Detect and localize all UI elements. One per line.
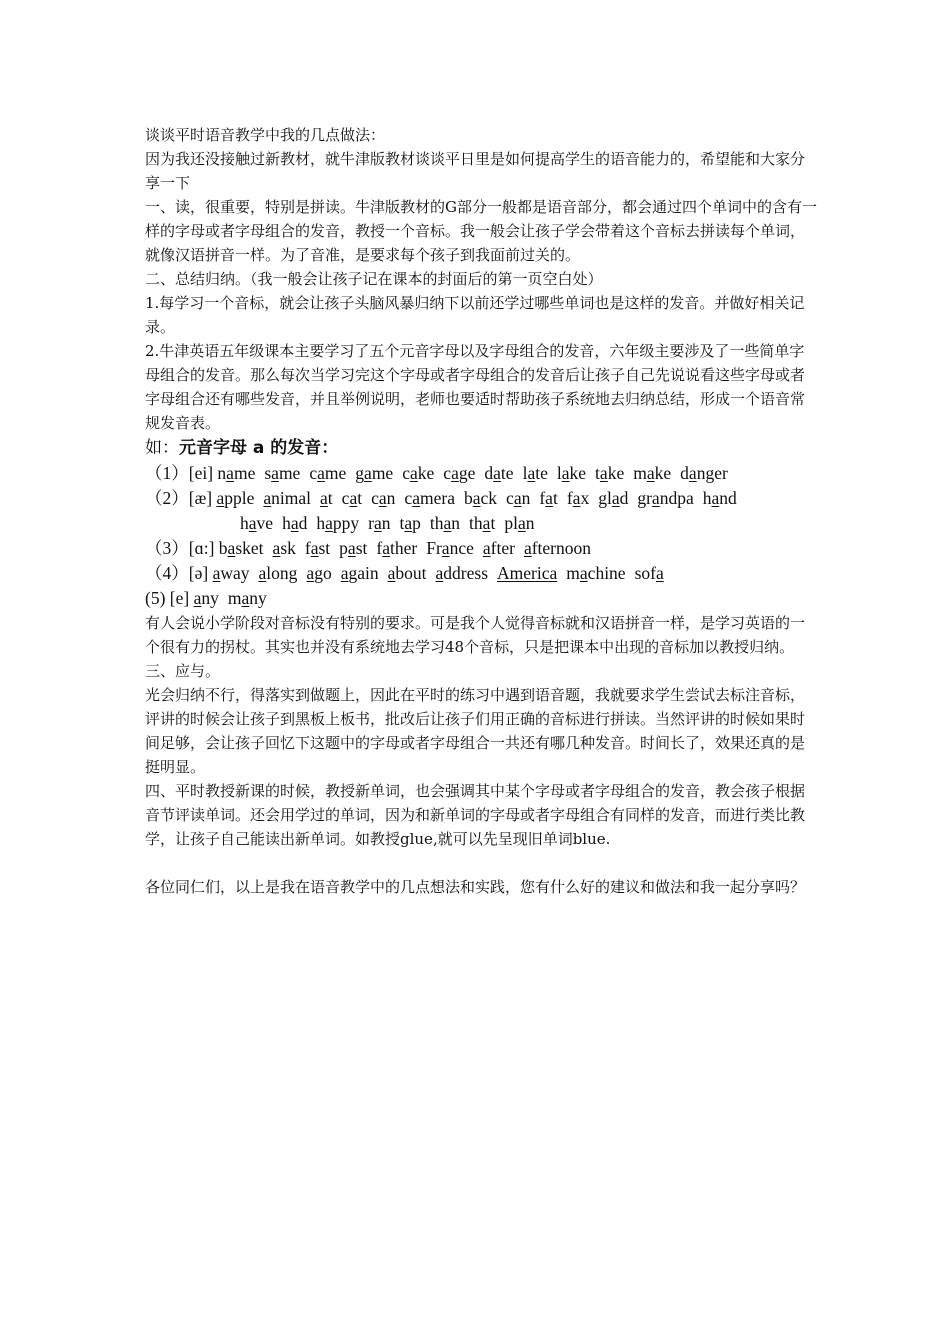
underlined-letter: a <box>493 463 501 483</box>
underlined-letter: a <box>310 538 319 558</box>
example-word: cage <box>443 463 476 483</box>
underlined-letter: a <box>451 463 459 483</box>
underlined-letter: a <box>271 463 279 483</box>
underlined-letter: a <box>441 538 450 558</box>
underlined-letter: a <box>611 488 620 508</box>
underlined-letter: a <box>472 488 481 508</box>
section-2-item-1: 1.每学习一个音标，就会让孩子头脑风暴归纳下以前还学过哪些单词也是这样的发音。并做好相关记录。 <box>145 294 805 336</box>
example-word: after <box>482 538 515 558</box>
section-3-heading: 三、应与。 <box>145 662 221 680</box>
example-word: cat <box>341 488 363 508</box>
underlined-letter: a <box>517 513 526 533</box>
vowel-row <box>145 561 817 586</box>
example-word: along <box>258 563 298 583</box>
example-word: address <box>435 563 489 583</box>
document-body <box>145 123 817 899</box>
example-word: same <box>264 463 301 483</box>
example-word: again <box>340 563 379 583</box>
example-word <box>497 561 557 586</box>
example-word: basket <box>218 538 264 558</box>
intro-paragraph: 因为我还没接触过新教材，就牛津版教材谈谈平日里是如何提高学生的语音能力的，希望能和大家分享一下 <box>145 150 806 192</box>
underlined-letter: a <box>193 588 202 608</box>
underlined-letter: a <box>404 513 413 533</box>
underlined-letter: a <box>435 563 444 583</box>
vowel-row-label: （3）[ɑ:] <box>145 538 219 558</box>
underlined-letter: a <box>263 488 272 508</box>
example-word: make <box>633 463 672 483</box>
underlined-letter: a <box>382 538 390 558</box>
example-word: game <box>355 463 394 483</box>
vowel-row-label: （2）[æ] <box>145 488 217 508</box>
vowel-row-label: （4）[ə] <box>145 563 213 583</box>
example-word: animal <box>263 488 312 508</box>
underlined-letter: a <box>711 488 720 508</box>
underlined-letter: a <box>227 538 236 558</box>
underlined-letter: a <box>527 463 536 483</box>
section-4-paragraph: 四、平时教授新课的时候，教授新单词，也会强调其中某个字母或者字母组合的发音，教会孩子根据音节评读单词。还会用学过的单词，因为和新单词的字母或者字母组合有同样的发音，而进行类比教学，让孩子自己能读出新单词。如教授glue,就可以先呈现旧单词blue. <box>145 782 806 848</box>
underlined-letter: a <box>443 513 452 533</box>
underlined-letter: a <box>306 563 315 583</box>
example-word: late <box>522 463 548 483</box>
paragraph-after-examples: 有人会说小学阶段对音标没有特别的要求。可是我个人觉得音标就和汉语拼音一样，是学习英语的一个很有力的拐杖。其实也并没有系统地去学习48个音标，只是把课本中出现的音标加以教授归纳。 <box>145 614 806 656</box>
example-word: France <box>426 538 474 558</box>
example-word: danger <box>680 463 728 483</box>
section-2-item-2: 2.牛津英语五年级课本主要学习了五个元音字母以及字母组合的发音，六年级主要涉及了一些简单字母组合的发音。那么每次当学习完这个字母或者字母组合的发音后让孩子自己先说说看这些字母或者字母组合还有哪些发音，并且举例说明，老师也要适时帮助孩子系统地去归纳总结，形成一个语音常规发音表。 <box>145 342 806 432</box>
underlined-letter: a <box>523 538 532 558</box>
example-word: date <box>484 463 514 483</box>
example-word: grandpa <box>637 488 694 508</box>
underlined-letter: a <box>216 488 225 508</box>
underlined-letter: a <box>347 538 356 558</box>
example-word: back <box>463 488 498 508</box>
example-word: apple <box>216 488 255 508</box>
underlined-letter: a <box>655 563 664 583</box>
example-word: fat <box>539 488 558 508</box>
example-word: fax <box>566 488 590 508</box>
section-3-body: 光会归纳不行，得落实到做题上，因此在平时的练习中遇到语音题，我就要求学生尝试去标注音标，评讲的时候会让孩子到黑板上板书，批改后让孩子们用正确的音标进行拼读。当然评讲的时候如果时间足够，会让孩子回忆下这题中的字母或者字母组合一共还有哪几种发音。时间长了，效果还真的是挺明显。 <box>145 686 806 776</box>
underlined-letter: a <box>688 463 697 483</box>
example-word: than <box>429 513 461 533</box>
example-word: past <box>339 538 368 558</box>
document-title: 谈谈平时语音教学中我的几点做法： <box>145 126 386 144</box>
underlined-letter: a <box>248 513 257 533</box>
vowel-examples <box>145 461 817 611</box>
underlined-letter: a <box>272 538 281 558</box>
underlined-letter: a <box>320 488 328 508</box>
example-word: that <box>469 513 496 533</box>
underlined-letter: a <box>409 463 418 483</box>
underlined-letter: a <box>373 513 382 533</box>
underlined-letter: a <box>340 563 349 583</box>
underlined-letter: a <box>646 463 655 483</box>
underlined-letter: a <box>349 488 358 508</box>
example-word: lake <box>556 463 587 483</box>
underlined-letter: a <box>290 513 299 533</box>
example-word: sofa <box>634 563 664 583</box>
underlined-letter: a <box>387 563 396 583</box>
example-prefix: 如： <box>145 438 179 458</box>
underlined-letter: a <box>258 563 267 583</box>
example-word: away <box>212 563 250 583</box>
vowel-row <box>145 536 817 561</box>
closing-paragraph: 各位同仁们，以上是我在语音教学中的几点想法和实践，您有什么好的建议和做法和我一起分享吗？ <box>145 878 806 896</box>
underlined-letter: a <box>482 513 491 533</box>
underlined-letter: a <box>226 463 234 483</box>
example-word: tap <box>399 513 421 533</box>
example-word: had <box>282 513 308 533</box>
underlined-letter: a <box>651 488 660 508</box>
underlined-letter: a <box>241 588 250 608</box>
underlined-letter: America <box>497 563 558 583</box>
underlined-letter: a <box>513 488 522 508</box>
section-1-paragraph: 一、读，很重要，特别是拼读。牛津版教材的G部分一般都是语音部分，都会通过四个单词中的含有一样的字母或者字母组合的发音，教授一个音标。我一般会让孩子学会带着这个音标去拼读每个单词，就像汉语拼音一样。为了音准，是要求每个孩子到我面前过关的。 <box>145 198 817 264</box>
underlined-letter: a <box>579 563 588 583</box>
example-word: machine <box>566 563 626 583</box>
underlined-letter: a <box>599 463 608 483</box>
vowel-row <box>145 461 817 486</box>
underlined-letter: a <box>325 513 333 533</box>
example-word: have <box>240 513 274 533</box>
underlined-letter: a <box>317 463 325 483</box>
underlined-letter: a <box>364 463 372 483</box>
vowel-row-label: （1）[ei] <box>145 463 218 483</box>
example-word: ago <box>306 563 332 583</box>
example-word: can <box>506 488 531 508</box>
example-word: came <box>309 463 347 483</box>
example-word: name <box>217 463 256 483</box>
vowel-row <box>145 511 817 536</box>
underlined-letter: a <box>545 488 553 508</box>
example-word: plan <box>504 513 535 533</box>
blank-line <box>145 851 817 875</box>
example-word: many <box>227 588 267 608</box>
example-title: 元音字母 a 的发音： <box>179 438 339 458</box>
example-word: ask <box>272 538 296 558</box>
example-word: at <box>320 488 333 508</box>
vowel-row-label: (5) [e] <box>145 588 194 608</box>
underlined-letter: a <box>212 563 221 583</box>
example-word: happy <box>316 513 360 533</box>
example-word: about <box>387 563 427 583</box>
example-word: glad <box>598 488 629 508</box>
example-word: can <box>371 488 396 508</box>
example-word: father <box>376 538 418 558</box>
underlined-letter: a <box>561 463 570 483</box>
section-2-heading: 二、总结归纳。（我一般会让孩子记在课本的封面后的第一页空白处） <box>145 270 603 288</box>
example-word: ran <box>368 513 391 533</box>
underlined-letter: a <box>412 488 420 508</box>
vowel-row <box>145 486 817 511</box>
example-heading <box>145 435 817 461</box>
example-word: fast <box>304 538 331 558</box>
example-word: camera <box>404 488 455 508</box>
example-word: afternoon <box>523 538 592 558</box>
example-word: any <box>193 588 219 608</box>
underlined-letter: a <box>572 488 581 508</box>
vowel-row <box>145 586 817 611</box>
example-word: hand <box>702 488 737 508</box>
underlined-letter: a <box>482 538 491 558</box>
example-word: take <box>595 463 625 483</box>
underlined-letter: a <box>378 488 387 508</box>
example-word: cake <box>402 463 435 483</box>
